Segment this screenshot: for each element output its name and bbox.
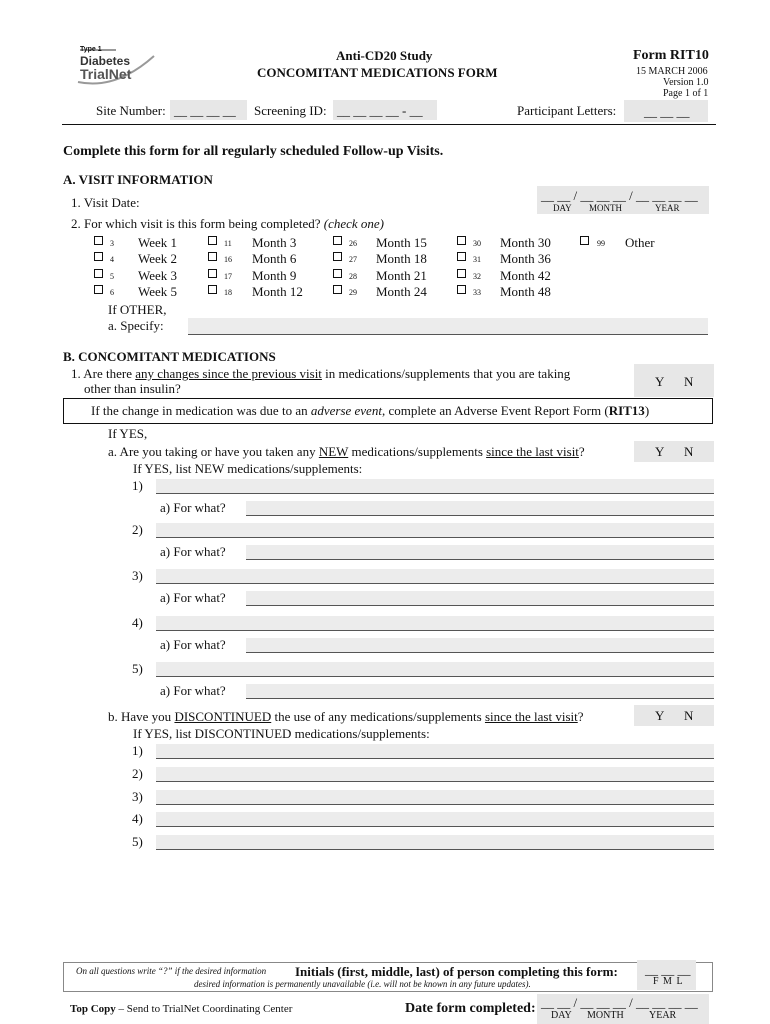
visit-code: 31 (473, 255, 481, 264)
new-med-field[interactable] (156, 616, 714, 631)
discontinued-med-field[interactable] (156, 790, 714, 805)
new-med-number: 2) (132, 522, 143, 537)
checkbox-icon[interactable] (94, 285, 103, 294)
new-med-number: 1) (132, 478, 143, 493)
checkbox-icon[interactable] (457, 252, 466, 261)
form-title: CONCOMITANT MEDICATIONS FORM (257, 65, 498, 80)
visit-label: Week 5 (138, 284, 178, 299)
new-med-number: 5) (132, 661, 143, 676)
new-meds-list-label: If YES, list NEW medications/supplements: (133, 461, 363, 476)
date-completed-label: Date form completed: (405, 1001, 536, 1016)
checkbox-icon[interactable] (580, 236, 589, 245)
visit-code: 16 (224, 255, 232, 264)
new-meds-yes[interactable]: Y (655, 444, 665, 459)
changes-yn-box (634, 364, 714, 397)
visit-label: Month 6 (252, 251, 297, 266)
new-med-number: 4) (132, 615, 143, 630)
checkbox-icon[interactable] (333, 236, 342, 245)
visit-label: Month 15 (376, 235, 427, 250)
visit-label: Month 18 (376, 251, 427, 266)
discontinued-med-number: 4) (132, 811, 143, 826)
visit-date-label: 1. Visit Date: (71, 195, 140, 210)
discontinued-med-field[interactable] (156, 812, 714, 827)
checkbox-icon[interactable] (94, 269, 103, 278)
instruction-text: Complete this form for all regularly scheduled Follow-up Visits. (63, 144, 444, 159)
visit-label: Week 3 (138, 268, 178, 283)
checkbox-icon[interactable] (457, 236, 466, 245)
site-number-label: Site Number: (96, 103, 166, 118)
new-meds-no[interactable]: N (684, 444, 694, 459)
visit-year-caption: YEAR (655, 203, 680, 213)
checkbox-icon[interactable] (457, 269, 466, 278)
form-page: Page 1 of 1 (663, 88, 709, 99)
new-med-number: 3) (132, 568, 143, 583)
changes-question: 1. Are there any changes since the previous visit in medications/supplements that you are taking (71, 366, 571, 381)
discontinued-med-number: 3) (132, 789, 143, 804)
for-what-field[interactable] (246, 545, 714, 560)
checkbox-icon[interactable] (208, 285, 217, 294)
specify-field[interactable] (188, 318, 708, 335)
discontinued-med-field[interactable] (156, 744, 714, 759)
discontinued-list-label: If YES, list DISCONTINUED medications/supplements: (133, 726, 430, 741)
logo-diabetes: Diabetes (80, 54, 131, 68)
new-meds-question: a. Are you taking or have you taken any NEW medications/supplements since the last visit? (108, 444, 585, 459)
visit-label: Other (625, 235, 655, 250)
visit-label: Week 2 (138, 251, 178, 266)
footer-note-line1: On all questions write “?” if the desired information (76, 966, 267, 976)
changes-yes[interactable]: Y (655, 374, 665, 389)
discontinued-med-number: 2) (132, 766, 143, 781)
visit-code: 11 (224, 239, 232, 248)
discontinued-yes[interactable]: Y (655, 708, 665, 723)
initials-label: Initials (first, middle, last) of person completing this form: (295, 964, 618, 979)
discontinued-no[interactable]: N (684, 708, 694, 723)
visit-code: 99 (597, 239, 605, 248)
screening-id-field[interactable]: __ __ __ __ - __ (333, 100, 437, 120)
changes-no[interactable]: N (684, 374, 694, 389)
visit-label: Week 1 (138, 235, 178, 250)
visit-code: 33 (473, 288, 481, 297)
visit-code: 32 (473, 272, 481, 281)
checkbox-icon[interactable] (208, 236, 217, 245)
study-title: Anti-CD20 Study (336, 48, 433, 63)
checkbox-icon[interactable] (208, 252, 217, 261)
date-completed-field[interactable]: __ __ / __ __ __ / __ __ __ __ DAY MONTH YEAR (537, 994, 709, 1024)
checkbox-icon[interactable] (94, 252, 103, 261)
checkbox-icon[interactable] (457, 285, 466, 294)
for-what-label: a) For what? (160, 500, 226, 515)
discontinued-question: b. Have you DISCONTINUED the use of any medications/supplements since the last visit? (108, 709, 584, 724)
for-what-field[interactable] (246, 684, 714, 699)
discontinued-med-field[interactable] (156, 835, 714, 850)
visit-code: 18 (224, 288, 232, 297)
visit-label: Month 3 (252, 235, 297, 250)
participant-letters-field[interactable]: __ __ __ (624, 100, 708, 122)
if-yes-label: If YES, (108, 426, 148, 441)
visit-question: 2. For which visit is this form being completed? (check one) (71, 216, 385, 231)
new-med-field[interactable] (156, 569, 714, 584)
screening-id-label: Screening ID: (254, 103, 327, 118)
new-med-field[interactable] (156, 662, 714, 677)
checkbox-icon[interactable] (208, 269, 217, 278)
logo-type1: Type 1 (80, 46, 102, 53)
section-a-heading: A. VISIT INFORMATION (63, 172, 213, 187)
for-what-label: a) For what? (160, 683, 226, 698)
discontinued-med-number: 1) (132, 743, 143, 758)
visit-code: 26 (349, 239, 357, 248)
discontinued-yn-box (634, 705, 714, 726)
visit-code: 27 (349, 255, 357, 264)
visit-code: 30 (473, 239, 481, 248)
visit-code: 6 (110, 288, 114, 297)
discontinued-med-number: 5) (132, 834, 143, 849)
form-version: Version 1.0 (663, 77, 709, 88)
visit-label: Month 9 (252, 268, 297, 283)
new-meds-yn-box (634, 441, 714, 462)
fml-caption: F M L (653, 976, 683, 987)
visit-label: Month 48 (500, 284, 551, 299)
visit-code: 5 (110, 272, 114, 281)
discontinued-med-field[interactable] (156, 767, 714, 782)
new-med-field[interactable] (156, 523, 714, 538)
form-date: 15 MARCH 2006 (636, 66, 708, 77)
for-what-field[interactable] (246, 591, 714, 606)
if-other-label: If OTHER, (108, 302, 167, 317)
for-what-field[interactable] (246, 501, 714, 516)
header-divider (62, 124, 716, 125)
checkbox-icon[interactable] (94, 236, 103, 245)
visit-label: Month 21 (376, 268, 427, 283)
for-what-field[interactable] (246, 638, 714, 653)
visit-date-field[interactable]: __ __ / __ __ __ / __ __ __ __ DAY MONTH YEAR (537, 186, 709, 214)
visit-code: 28 (349, 272, 357, 281)
checkbox-icon[interactable] (333, 252, 342, 261)
participant-letters-label: Participant Letters: (517, 103, 617, 118)
visit-code: 3 (110, 239, 114, 248)
section-b-heading: B. CONCOMITANT MEDICATIONS (63, 349, 276, 364)
visit-label: Month 36 (500, 251, 551, 266)
for-what-label: a) For what? (160, 590, 226, 605)
checkbox-icon[interactable] (333, 269, 342, 278)
checkbox-icon[interactable] (333, 285, 342, 294)
visit-label: Month 42 (500, 268, 551, 283)
form-id: Form RIT10 (633, 48, 709, 63)
footer-note-line2: desired information is permanently unavailable (i.e. will not be known in any future updates). (194, 979, 531, 989)
visit-label: Month 12 (252, 284, 303, 299)
changes-question-line2: other than insulin? (84, 381, 181, 396)
visit-code: 29 (349, 288, 357, 297)
top-copy-note: Top Copy – Send to TrialNet Coordinating Center (70, 1003, 293, 1015)
for-what-label: a) For what? (160, 637, 226, 652)
logo-trialnet: TrialNet (80, 66, 132, 82)
adverse-event-notice: If the change in medication was due to an adverse event, complete an Adverse Event Report Form (RIT13) (63, 398, 713, 424)
trialnet-logo (76, 46, 156, 88)
specify-label: a. Specify: (108, 318, 164, 333)
visit-label: Month 30 (500, 235, 551, 250)
visit-month-caption: MONTH (589, 203, 622, 213)
completed-month-caption: MONTH (587, 1010, 624, 1021)
visit-day-caption: DAY (553, 203, 572, 213)
for-what-label: a) For what? (160, 544, 226, 559)
new-med-field[interactable] (156, 479, 714, 494)
visit-code: 17 (224, 272, 232, 281)
visit-code: 4 (110, 255, 114, 264)
completed-year-caption: YEAR (649, 1010, 677, 1021)
visit-label: Month 24 (376, 284, 427, 299)
site-number-field[interactable]: __ __ __ __ (170, 100, 247, 120)
initials-field[interactable]: __ __ __ F M L (637, 960, 696, 990)
completed-day-caption: DAY (551, 1010, 572, 1021)
